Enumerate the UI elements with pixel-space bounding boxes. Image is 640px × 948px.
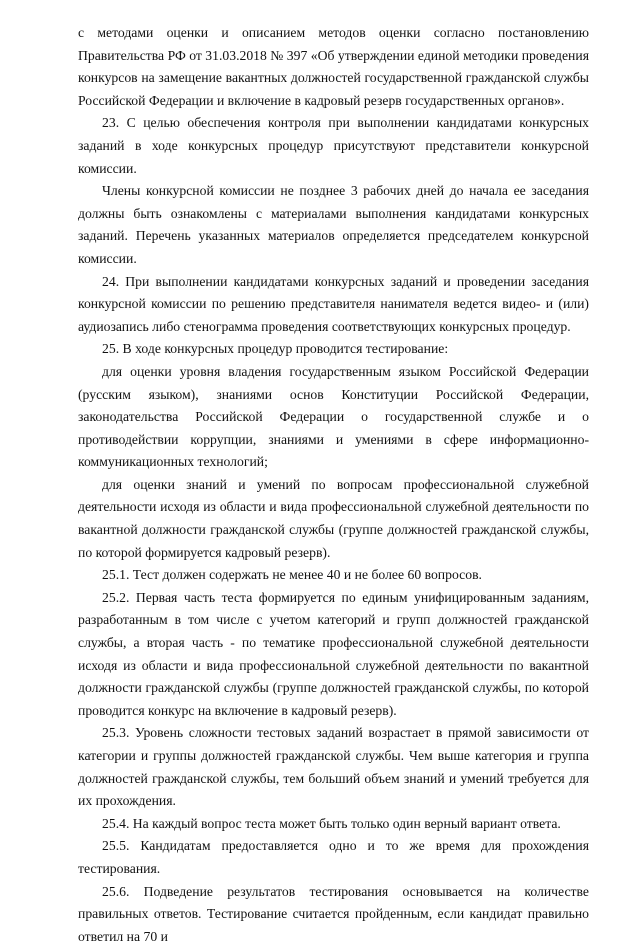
paragraph-24: 24. При выполнении кандидатами конкурсных заданий и проведении заседания конкурсной комиссии по решению представителя нанимателя ведется видео- и (или) аудиозапись либо стенограмма проведения соответствующих конкурсных процедур. [78,273,589,334]
paragraph-25-5: 25.5. Кандидатам предоставляется одно и то же время для прохождения тестирования. [78,838,589,876]
document-body [78,22,589,948]
paragraph-continuation: с методами оценки и описанием методов оценки согласно постановлению Правительства РФ от 31.03.2018 № 397 «Об утверждении единой методики проведения конкурсов на замещение вакантных должностей государственной гражданской службы Российской Федерации и включение в кадровый резерв государственных органов». [78,25,589,108]
paragraph-25-2: 25.2. Первая часть теста формируется по единым унифицированным заданиям, разработанным в том числе с учетом категорий и групп должностей гражданской службы, а вторая часть - по тематике профессиональной служебной деятельности исходя из области и вида профессиональной служебной деятельности по вакантной должности гражданской службы (группе должностей гражданской службы, по которой проводится конкурс на включение в кадровый резерв). [78,589,589,718]
paragraph-25-3: 25.3. Уровень сложности тестовых заданий возрастает в прямой зависимости от категории и группы должностей гражданской службы. Чем выше категория и группа должностей гражданской службы, тем больший объем знаний и умений требуется для их прохождения. [78,725,589,809]
paragraph-25: 25. В ходе конкурсных процедур проводится тестирование: [102,341,449,357]
paragraph-25-1: 25.1. Тест должен содержать не менее 40 и не более 60 вопросов. [102,567,482,583]
paragraph-25-6: 25.6. Подведение результатов тестирования основывается на количестве правильных ответов. Тестирование считается пройденным, если кандидат правильно ответил на 70 и [78,883,589,944]
paragraph-25-4: 25.4. На каждый вопрос теста может быть только один верный вариант ответа. [102,815,561,831]
paragraph-25-item-professional: для оценки знаний и умений по вопросам профессиональной служебной деятельности исходя из области и вида профессиональной служебной деятельности по вакантной должности гражданской службы (группе должностей гражданской службы, по которой формируется кадровый резерв). [78,476,589,560]
paragraph-25-item-language: для оценки уровня владения государственным языком Российской Федерации (русским языком), знаниями основ Конституции Российской Федерации, законодательства Российской Федерации о государственной службе и о противодействии коррупции, знаниями и умениями в сфере информационно-коммуникационных технологий; [78,363,589,470]
paragraph-23: 23. С целью обеспечения контроля при выполнении кандидатами конкурсных заданий в ходе конкурсных процедур присутствуют представители конкурсной комиссии. [78,115,589,176]
paragraph-23-commission-members: Члены конкурсной комиссии не позднее 3 рабочих дней до начала ее заседания должны быть ознакомлены с материалами выполнения кандидатами конкурсных заданий. Перечень указанных материалов определяется председателем конкурсной комиссии. [78,183,589,266]
